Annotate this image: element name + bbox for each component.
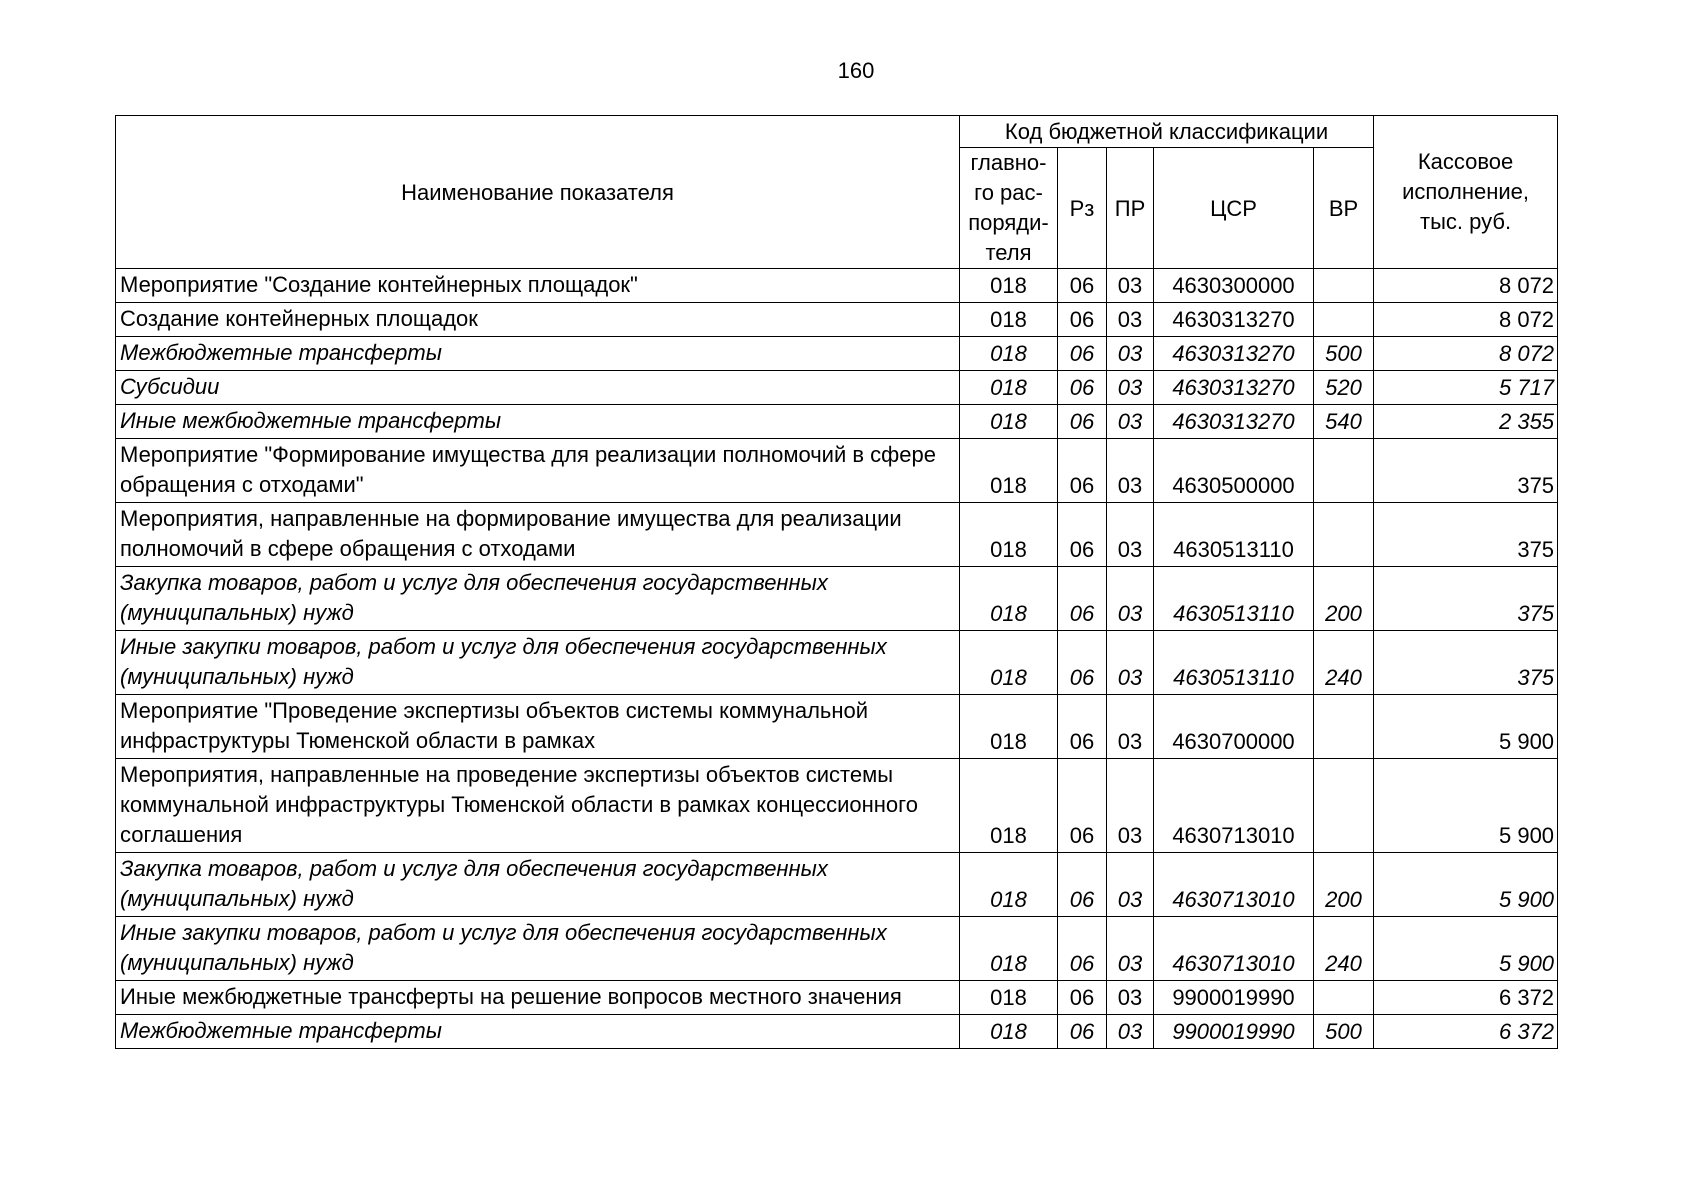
cell-main-admin: 018 (960, 917, 1058, 981)
cell-rz: 06 (1058, 759, 1107, 853)
cell-main-admin: 018 (960, 371, 1058, 405)
cell-vr (1314, 269, 1374, 303)
header-main-admin-line: теля (985, 240, 1032, 265)
cell-main-admin: 018 (960, 981, 1058, 1015)
cell-name: Иные закупки товаров, работ и услуг для обеспечения государственных (муниципальных) нужд (116, 631, 960, 695)
cell-amount: 5 717 (1374, 371, 1558, 405)
table-row (116, 981, 1558, 1015)
cell-rz: 06 (1058, 631, 1107, 695)
cell-vr (1314, 695, 1374, 759)
header-csr: ЦСР (1154, 148, 1314, 269)
header-main-admin-line: поряди- (968, 210, 1049, 235)
table-row (116, 631, 1558, 695)
cell-pr: 03 (1107, 337, 1154, 371)
table-row (116, 439, 1558, 503)
table-row (116, 269, 1558, 303)
cell-csr: 4630500000 (1154, 439, 1314, 503)
table-row (116, 405, 1558, 439)
cell-main-admin: 018 (960, 1015, 1058, 1049)
cell-csr: 4630313270 (1154, 337, 1314, 371)
cell-name: Мероприятия, направленные на формирование имущества для реализации полномочий в сфере обращения с отходами (116, 503, 960, 567)
cell-rz: 06 (1058, 337, 1107, 371)
cell-name: Закупка товаров, работ и услуг для обеспечения государственных (муниципальных) нужд (116, 853, 960, 917)
cell-pr: 03 (1107, 371, 1154, 405)
cell-csr: 4630713010 (1154, 917, 1314, 981)
cell-vr (1314, 439, 1374, 503)
header-rz: Рз (1058, 148, 1107, 269)
table-row (116, 567, 1558, 631)
cell-csr: 4630513110 (1154, 631, 1314, 695)
cell-amount: 375 (1374, 567, 1558, 631)
cell-vr: 240 (1314, 631, 1374, 695)
cell-amount: 5 900 (1374, 759, 1558, 853)
cell-vr (1314, 503, 1374, 567)
cell-rz: 06 (1058, 405, 1107, 439)
header-execution-line: исполнение, (1402, 179, 1530, 204)
cell-amount: 5 900 (1374, 853, 1558, 917)
cell-amount: 5 900 (1374, 917, 1558, 981)
cell-csr: 9900019990 (1154, 1015, 1314, 1049)
cell-csr: 4630313270 (1154, 303, 1314, 337)
cell-rz: 06 (1058, 303, 1107, 337)
budget-table (115, 115, 1558, 1049)
header-main-admin (960, 148, 1058, 269)
cell-name: Мероприятия, направленные на проведение экспертизы объектов системы коммунальной инфраструктуры Тюменской области в рамках концессионного соглашения (116, 759, 960, 853)
table-row (116, 917, 1558, 981)
header-execution (1374, 116, 1558, 269)
cell-vr: 200 (1314, 853, 1374, 917)
cell-rz: 06 (1058, 503, 1107, 567)
cell-rz: 06 (1058, 1015, 1107, 1049)
cell-main-admin: 018 (960, 405, 1058, 439)
cell-pr: 03 (1107, 853, 1154, 917)
cell-vr: 200 (1314, 567, 1374, 631)
cell-name: Закупка товаров, работ и услуг для обеспечения государственных (муниципальных) нужд (116, 567, 960, 631)
cell-main-admin: 018 (960, 567, 1058, 631)
cell-csr: 4630700000 (1154, 695, 1314, 759)
cell-amount: 6 372 (1374, 1015, 1558, 1049)
cell-csr: 9900019990 (1154, 981, 1314, 1015)
cell-amount: 8 072 (1374, 303, 1558, 337)
cell-amount: 5 900 (1374, 695, 1558, 759)
table-row (116, 503, 1558, 567)
header-execution-line: тыс. руб. (1420, 209, 1512, 234)
cell-main-admin: 018 (960, 695, 1058, 759)
table-body (116, 269, 1558, 1049)
cell-main-admin: 018 (960, 853, 1058, 917)
cell-pr: 03 (1107, 1015, 1154, 1049)
cell-pr: 03 (1107, 981, 1154, 1015)
header-name: Наименование показателя (116, 116, 960, 269)
cell-vr: 240 (1314, 917, 1374, 981)
cell-vr (1314, 759, 1374, 853)
cell-name: Иные закупки товаров, работ и услуг для обеспечения государственных (муниципальных) нужд (116, 917, 960, 981)
cell-rz: 06 (1058, 371, 1107, 405)
cell-pr: 03 (1107, 759, 1154, 853)
cell-name: Субсидии (116, 371, 960, 405)
cell-vr: 540 (1314, 405, 1374, 439)
cell-csr: 4630513110 (1154, 567, 1314, 631)
cell-rz: 06 (1058, 981, 1107, 1015)
cell-rz: 06 (1058, 695, 1107, 759)
header-main-admin-line: го рас- (974, 180, 1043, 205)
cell-name: Иные межбюджетные трансферты на решение вопросов местного значения (116, 981, 960, 1015)
cell-csr: 4630300000 (1154, 269, 1314, 303)
cell-amount: 375 (1374, 439, 1558, 503)
cell-rz: 06 (1058, 439, 1107, 503)
cell-csr: 4630713010 (1154, 853, 1314, 917)
cell-main-admin: 018 (960, 269, 1058, 303)
cell-rz: 06 (1058, 917, 1107, 981)
cell-vr: 500 (1314, 1015, 1374, 1049)
header-execution-line: Кассовое (1417, 149, 1514, 174)
table-row (116, 695, 1558, 759)
cell-pr: 03 (1107, 917, 1154, 981)
cell-rz: 06 (1058, 853, 1107, 917)
cell-vr: 520 (1314, 371, 1374, 405)
cell-pr: 03 (1107, 439, 1154, 503)
table-header (116, 116, 1558, 269)
header-vr: ВР (1314, 148, 1374, 269)
cell-pr: 03 (1107, 503, 1154, 567)
cell-main-admin: 018 (960, 303, 1058, 337)
cell-name: Мероприятие "Проведение экспертизы объектов системы коммунальной инфраструктуры Тюменской области в рамках (116, 695, 960, 759)
table-row (116, 1015, 1558, 1049)
header-main-admin-line: главно- (970, 150, 1047, 175)
cell-csr: 4630713010 (1154, 759, 1314, 853)
cell-main-admin: 018 (960, 503, 1058, 567)
cell-name: Межбюджетные трансферты (116, 337, 960, 371)
cell-rz: 06 (1058, 567, 1107, 631)
cell-rz: 06 (1058, 269, 1107, 303)
cell-name: Мероприятие "Формирование имущества для реализации полномочий в сфере обращения с отходами" (116, 439, 960, 503)
cell-amount: 8 072 (1374, 269, 1558, 303)
cell-main-admin: 018 (960, 337, 1058, 371)
cell-main-admin: 018 (960, 631, 1058, 695)
cell-amount: 375 (1374, 631, 1558, 695)
cell-main-admin: 018 (960, 439, 1058, 503)
cell-amount: 375 (1374, 503, 1558, 567)
cell-pr: 03 (1107, 269, 1154, 303)
cell-name: Мероприятие "Создание контейнерных площадок" (116, 269, 960, 303)
cell-pr: 03 (1107, 405, 1154, 439)
cell-pr: 03 (1107, 567, 1154, 631)
header-classification-group: Код бюджетной классификации (960, 116, 1374, 148)
page-number: 160 (837, 58, 875, 83)
cell-amount: 6 372 (1374, 981, 1558, 1015)
cell-name: Создание контейнерных площадок (116, 303, 960, 337)
table-row (116, 337, 1558, 371)
cell-amount: 8 072 (1374, 337, 1558, 371)
table-row (116, 371, 1558, 405)
table-row (116, 759, 1558, 853)
cell-vr: 500 (1314, 337, 1374, 371)
cell-pr: 03 (1107, 695, 1154, 759)
cell-name: Иные межбюджетные трансферты (116, 405, 960, 439)
cell-csr: 4630313270 (1154, 405, 1314, 439)
cell-pr: 03 (1107, 303, 1154, 337)
cell-main-admin: 018 (960, 759, 1058, 853)
cell-csr: 4630513110 (1154, 503, 1314, 567)
cell-csr: 4630313270 (1154, 371, 1314, 405)
cell-vr (1314, 303, 1374, 337)
cell-vr (1314, 981, 1374, 1015)
cell-name: Межбюджетные трансферты (116, 1015, 960, 1049)
cell-amount: 2 355 (1374, 405, 1558, 439)
cell-pr: 03 (1107, 631, 1154, 695)
table-row (116, 303, 1558, 337)
header-pr: ПР (1107, 148, 1154, 269)
table-row (116, 853, 1558, 917)
